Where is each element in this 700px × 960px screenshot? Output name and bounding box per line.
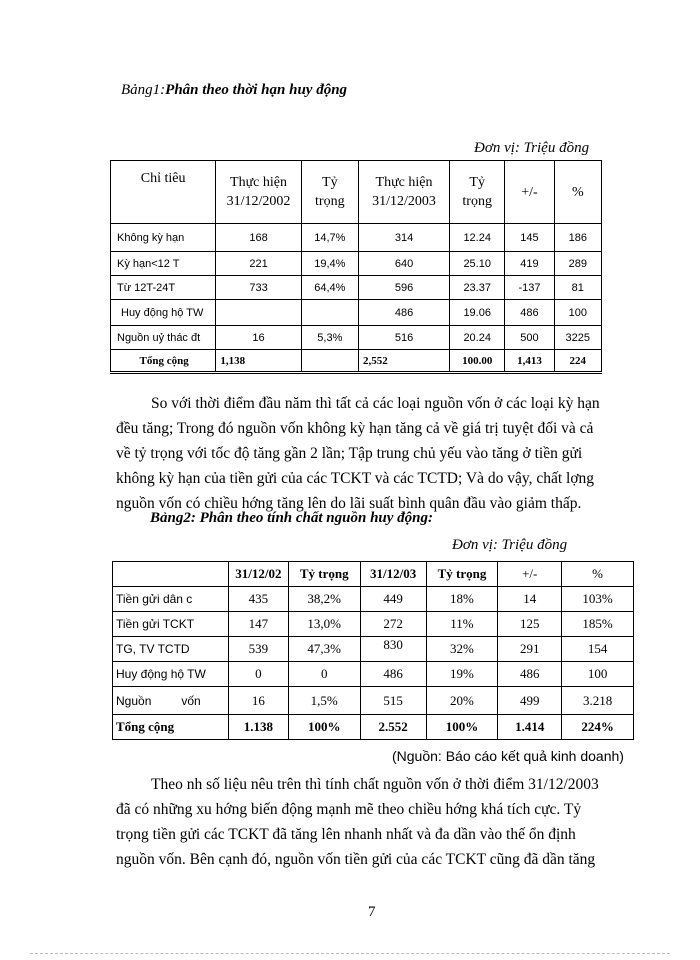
table2-header-cell: 31/12/03 [360, 562, 426, 587]
table2-header-cell: Tỷ trọng [426, 562, 498, 587]
table1-caption [121, 82, 347, 99]
table2-header-row [113, 562, 634, 587]
paragraph-line: nguồn vốn. Bên cạnh đó, nguồn vốn tiền gửi của các TCKT cũng đã dần tăng [116, 851, 596, 868]
table1-total-cell: 100.00 [450, 350, 505, 373]
table2-cell: 18% [426, 587, 498, 612]
table2-header-cell: 31/12/02 [228, 562, 288, 587]
table-row [113, 587, 634, 612]
table1-cell: 19.06 [450, 300, 505, 326]
table1-cell: 186 [554, 224, 601, 252]
table2-cell: Tiền gửi TCKT [113, 612, 229, 637]
table-row [111, 276, 602, 300]
table1-cell: -137 [505, 276, 554, 300]
table1-cell: 16 [216, 326, 301, 350]
table1-cell: 486 [358, 300, 449, 326]
table1-header-cell: Tỷ trọng [301, 161, 358, 224]
table-row [111, 252, 602, 276]
table1-cell: 19,4% [301, 252, 358, 276]
paragraph-line: nguồn vốn có chiều hớng tăng lên do lãi suất bình quân đầu vào giảm thấp. [116, 495, 582, 512]
table1-cell: 3225 [554, 326, 601, 350]
table2 [112, 561, 634, 740]
table1-total-row [111, 350, 602, 373]
paragraph-line: không kỳ hạn của tiền gửi của các TCKT và các TCTD; Và do vậy, chất lợng [116, 470, 595, 487]
table2-header-cell: +/- [498, 562, 562, 587]
table1-cell: 64,4% [301, 276, 358, 300]
table-row [113, 662, 634, 687]
table2-cell: 830 [360, 637, 426, 662]
table1-cell: 486 [505, 300, 554, 326]
table2-cell: 13,0% [288, 612, 360, 637]
table1-header-cell: Tỷ trọng [450, 161, 505, 224]
table2-cell: 0 [288, 662, 360, 687]
paragraph-line: trọng tiền gửi các TCKT đã tăng lên nhanh nhất và đa dần vào thế ổn định [116, 826, 576, 843]
table-row [113, 637, 634, 662]
table2-header-cell: % [562, 562, 634, 587]
table-row [111, 300, 602, 326]
table2-cell: 1,5% [288, 687, 360, 715]
table2-cell: 539 [228, 637, 288, 662]
table2-cell: 499 [498, 687, 562, 715]
table1-cell: 14,7% [301, 224, 358, 252]
table1-total-cell: 1,413 [505, 350, 554, 373]
table1 [110, 160, 602, 374]
table1-cell: 25.10 [450, 252, 505, 276]
table2-cell: 11% [426, 612, 498, 637]
table2-total-cell: 2.552 [360, 715, 426, 740]
table1-cell: 733 [216, 276, 301, 300]
table1-caption-text: Phân theo thời hạn huy động [165, 82, 348, 98]
paragraph-line: đều tăng; Trong đó nguồn vốn không kỳ hạn tăng cả về giá trị tuyệt đối và cả [116, 420, 594, 437]
table1-total-cell: 1,138 [216, 350, 301, 373]
table2-cell: Nguồn vốn [113, 687, 229, 715]
table1-header-cell: Thực hiện 31/12/2002 [216, 161, 301, 224]
table-row [111, 224, 602, 252]
table2-cell: 147 [228, 612, 288, 637]
table2-cell: 32% [426, 637, 498, 662]
table1-header-cell: Thực hiện 31/12/2003 [358, 161, 449, 224]
table1-cell: 516 [358, 326, 449, 350]
table2-cell: 449 [360, 587, 426, 612]
table2-header-cell: Tỷ trọng [288, 562, 360, 587]
table1-cell: Huy động hộ TW [111, 300, 216, 326]
table1-cell: 419 [505, 252, 554, 276]
table-row [113, 687, 634, 715]
table2-cell: 486 [498, 662, 562, 687]
table2-cell: 19% [426, 662, 498, 687]
paragraph-line: So với thời điểm đầu năm thì tất cả các loại nguồn vốn ở các loại kỳ hạn [151, 395, 600, 412]
table2-total-cell: 100% [426, 715, 498, 740]
table2-cell: 185% [562, 612, 634, 637]
table1-cell: 168 [216, 224, 301, 252]
table2-cell: 486 [360, 662, 426, 687]
table-row [113, 612, 634, 637]
table1-cell: 100 [554, 300, 601, 326]
table1-cell: 289 [554, 252, 601, 276]
table2-total-cell: 224% [562, 715, 634, 740]
table2-cell: 14 [498, 587, 562, 612]
table1-cell: Kỳ hạn<12 T [111, 252, 216, 276]
table-row [111, 326, 602, 350]
paragraph-1 [116, 391, 636, 516]
table2-total-row [113, 715, 634, 740]
table1-header-cell: Chỉ tiêu [111, 161, 216, 224]
paragraph-line: về tỷ trọng với tốc độ tăng gần 2 lần; Tập trung chủ yếu vào tăng ở tiền gửi [116, 445, 583, 462]
table2-cell: 103% [562, 587, 634, 612]
table2-cell: Huy động hộ TW [113, 662, 229, 687]
table1-cell: 596 [358, 276, 449, 300]
paragraph-line: Theo nh số liệu nêu trên thì tính chất nguồn vốn ở thời điểm 31/12/2003 [151, 776, 599, 793]
table1-cell [216, 300, 301, 326]
table1-cell: 5,3% [301, 326, 358, 350]
table1-cell: 81 [554, 276, 601, 300]
table2-cell: 47,3% [288, 637, 360, 662]
table2-cell: 38,2% [288, 587, 360, 612]
paragraph-2 [116, 772, 636, 872]
table2-cell: 435 [228, 587, 288, 612]
table1-cell: 145 [505, 224, 554, 252]
table1-cell: 500 [505, 326, 554, 350]
table1-cell: 314 [358, 224, 449, 252]
table1-cell: 23.37 [450, 276, 505, 300]
table2-cell: TG, TV TCTD [113, 637, 229, 662]
table1-total-cell: 224 [554, 350, 601, 373]
table2-total-cell: 1.414 [498, 715, 562, 740]
table2-cell: 3.218 [562, 687, 634, 715]
table2-total-cell: Tổng cộng [113, 715, 229, 740]
table2-source: (Nguồn: Báo cáo kết quả kinh doanh) [392, 748, 624, 764]
table1-caption-prefix: Bảng1: [121, 82, 166, 98]
table1-cell: Không kỳ hạn [111, 224, 216, 252]
table2-cell: 16 [228, 687, 288, 715]
table2-total-cell: 100% [288, 715, 360, 740]
table1-unit: Đơn vị: Triệu đồng [474, 140, 590, 156]
table2-cell: 20% [426, 687, 498, 715]
page-bottom-divider [30, 953, 670, 954]
table1-header-cell: % [554, 161, 601, 224]
table1-cell: Nguồn uỷ thác đt [111, 326, 216, 350]
table2-cell: 272 [360, 612, 426, 637]
table1-total-cell: 2,552 [358, 350, 449, 373]
table2-total-cell: 1.138 [228, 715, 288, 740]
table2-cell: 0 [228, 662, 288, 687]
table2-cell: Tiền gửi dân c [113, 587, 229, 612]
table2-cell: 515 [360, 687, 426, 715]
paragraph-line: đã có những xu hớng biến động mạnh mẽ theo chiều hớng khá tích cực. Tỷ [116, 801, 582, 818]
table2-caption: Bảng2: Phân theo tính chất nguồn huy động: [150, 510, 434, 526]
table2-unit: Đơn vị: Triệu đồng [452, 537, 568, 553]
table1-cell: 12.24 [450, 224, 505, 252]
table2-cell: 125 [498, 612, 562, 637]
table1-cell: 20.24 [450, 326, 505, 350]
table1-cell [301, 300, 358, 326]
table1-header-cell: +/- [505, 161, 554, 224]
table2-header-cell [113, 562, 229, 587]
table1-cell: Từ 12T-24T [111, 276, 216, 300]
table1-total-cell: Tổng cộng [111, 350, 216, 373]
table2-cell: 100 [562, 662, 634, 687]
page-number: 7 [368, 904, 376, 920]
table1-cell: 640 [358, 252, 449, 276]
table2-cell: 291 [498, 637, 562, 662]
table1-cell: 221 [216, 252, 301, 276]
table2-cell: 154 [562, 637, 634, 662]
table1-total-cell [301, 350, 358, 373]
table1-header-row [111, 161, 602, 224]
